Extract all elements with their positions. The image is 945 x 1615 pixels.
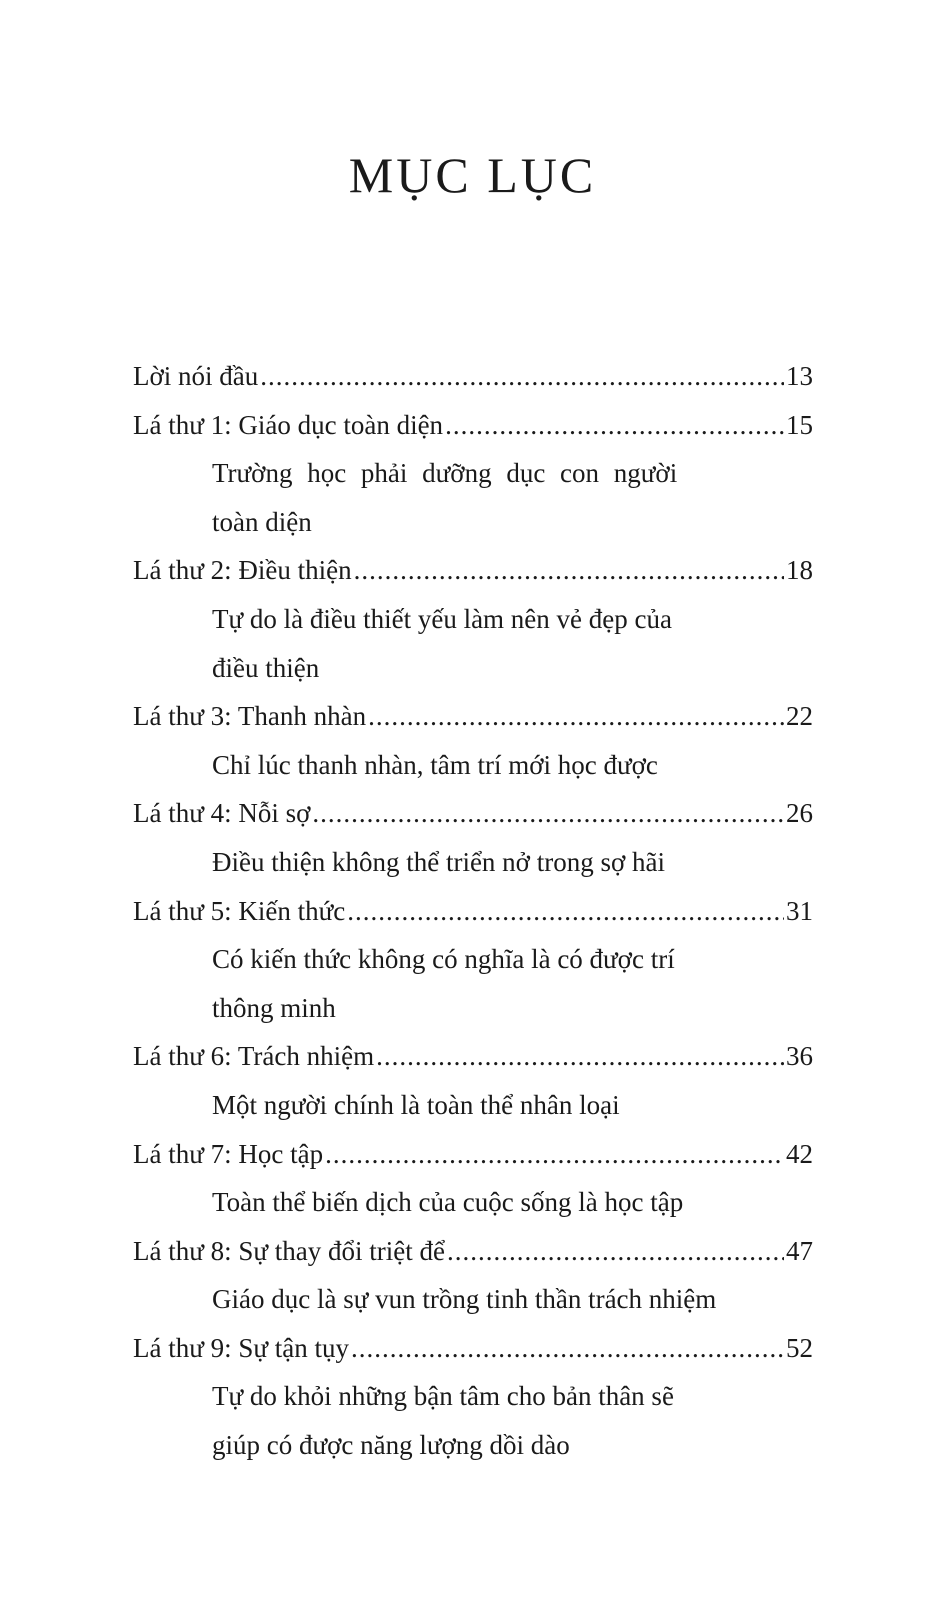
toc-subtitle-line: Giáo dục là sự vun trồng tinh thần trách nhiệm [212, 1284, 717, 1315]
toc-page-number: 26 [786, 798, 813, 829]
toc-entry [133, 789, 813, 838]
toc-page-number: 31 [786, 895, 813, 926]
toc-entry-label: Lá thư 6: Trách nhiệm [133, 1041, 375, 1072]
toc-subtitle-line: Điều thiện không thể triển nở trong sợ hãi [212, 846, 665, 877]
toc-subtitle-line: Có kiến thức không có nghĩa là có được trí [212, 944, 675, 975]
toc-entry-label: Lá thư 8: Sự thay đổi triệt để [133, 1235, 445, 1266]
toc-subtitle-line: Tự do là điều thiết yếu làm nên vẻ đẹp của [212, 603, 672, 634]
toc-entry [133, 352, 813, 401]
toc-page-number: 22 [786, 701, 813, 732]
dot-leader [354, 546, 784, 595]
toc-subtitle-line: Chỉ lúc thanh nhàn, tâm trí mới học được [212, 749, 658, 780]
dot-leader [260, 352, 784, 401]
toc-entry-label: Lá thư 2: Điều thiện [133, 555, 352, 586]
toc-page-number: 42 [786, 1138, 813, 1169]
toc-entry-label: Lá thư 3: Thanh nhàn [133, 701, 367, 732]
toc-page-number: 15 [786, 409, 813, 440]
dot-leader [376, 1032, 784, 1081]
dot-leader [347, 887, 784, 936]
toc-entry-label: Lá thư 1: Giáo dục toàn diện [133, 409, 444, 440]
toc-subtitle-line: toàn diện [212, 506, 312, 537]
dot-leader [368, 692, 784, 741]
toc-subtitle-line: Một người chính là toàn thể nhân loại [212, 1089, 620, 1120]
dot-leader [312, 789, 784, 838]
toc-subtitle-line: giúp có được năng lượng dồi dào [212, 1430, 570, 1461]
toc-page-number: 18 [786, 555, 813, 586]
toc-entry-label: Lá thư 9: Sự tận tụy [133, 1332, 349, 1363]
toc-entry-label: Lá thư 7: Học tập [133, 1138, 324, 1169]
toc-page-number: 47 [786, 1235, 813, 1266]
toc-subtitle-line: thông minh [212, 992, 336, 1023]
table-of-contents [133, 352, 813, 1470]
page-title: MỤC LỤC [348, 147, 597, 203]
dot-leader [325, 1130, 784, 1179]
toc-entry-label: Lá thư 4: Nỗi sợ [133, 798, 311, 829]
toc-subtitle-line: Tự do khỏi những bận tâm cho bản thân sẽ [212, 1381, 674, 1412]
toc-entry-label: Lá thư 5: Kiến thức [133, 895, 346, 926]
toc-page-number: 36 [786, 1041, 813, 1072]
dot-leader [447, 1227, 784, 1276]
toc-entry [133, 1032, 813, 1081]
toc-page-number: 13 [786, 361, 813, 391]
toc-entry [133, 546, 813, 595]
toc-entry [133, 692, 813, 741]
toc-entry [133, 1324, 813, 1373]
toc-entry [133, 1130, 813, 1179]
toc-subtitle-line: Toàn thể biến dịch của cuộc sống là học tập [212, 1187, 684, 1218]
toc-entry [133, 401, 813, 450]
toc-entry-label: Lời nói đầu [133, 361, 259, 391]
dot-leader [351, 1324, 784, 1373]
toc-page-number: 52 [786, 1332, 813, 1363]
toc-entry [133, 1227, 813, 1276]
toc-subtitle-line: Trường học phải dưỡng dục con người [212, 458, 678, 489]
toc-entry [133, 887, 813, 936]
toc-subtitle-line: điều thiện [212, 652, 320, 683]
dot-leader [445, 401, 784, 450]
